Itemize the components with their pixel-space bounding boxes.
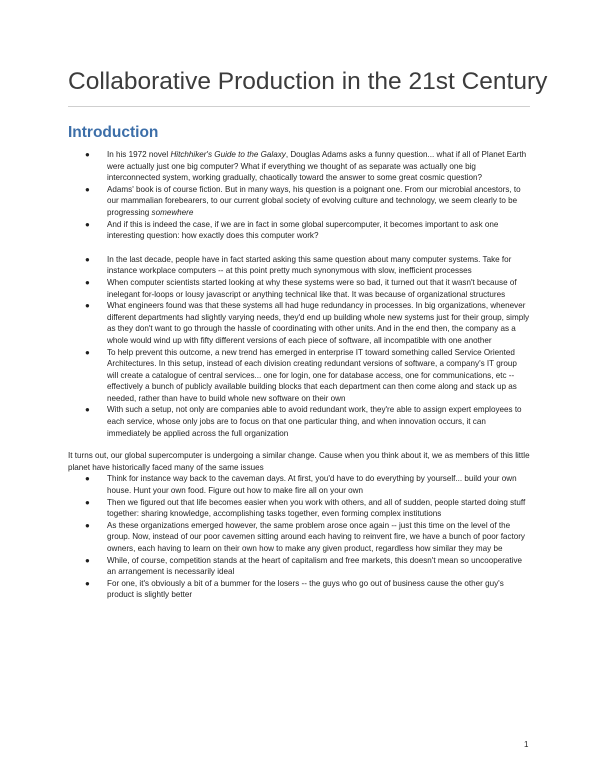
bullet-icon: ● xyxy=(85,555,90,565)
bullet-icon: ● xyxy=(85,520,90,530)
bullet-icon: ● xyxy=(85,184,90,194)
list-item: ● As these organizations emerged however, the same problem arose once again -- just this time on the level of the group. Now, instead of our poor cavemen sitting around each having to reinvent fire, we have a bunch of poor factory owners, each having to learn on their own how to make any given product, regardless how similar they may be xyxy=(85,520,525,553)
bullet-icon: ● xyxy=(85,277,90,287)
list-item: ● For one, it's obviously a bit of a bummer for the losers -- the guys who go out of business cause the other guy's product is slightly better xyxy=(85,578,504,600)
bullet-icon: ● xyxy=(85,150,90,159)
bullet-icon: ● xyxy=(85,405,90,415)
list-item: ● With such a setup, not only are companies able to avoid redundant work, they're able to assign expert employees to each service, whose only jobs are to focus on that one particular thing, and when innovation occurs, it can immediately be applied across the full organization xyxy=(85,405,522,438)
bullet-icon: ● xyxy=(85,474,90,484)
list-item: ● In his 1972 novel Hitchhiker's Guide to the Galaxy, Douglas Adams asks a funny question... what if all of Planet Earth were actually just one big computer? What if everything we thought of as separate was actually one big interconnected system, working gradually, chaotically toward the answer to some great cosmic question? xyxy=(85,150,527,183)
bullet-icon: ● xyxy=(85,578,90,588)
body-paragraph: It turns out, our global supercomputer is undergoing a similar change. Cause when you think about it, we as members of this little planet have historically faced many of the same issues xyxy=(68,451,530,472)
list-item: ● In the last decade, people have in fact started asking this same question about many computer systems. Take for instance workplace computers -- at this point pretty much synonymous with slow, inefficient processes xyxy=(85,254,512,276)
list-item: ● What engineers found was that these systems all had huge redundancy in processes. In big organizations, whenever different departments had slightly varying needs, they'd end up building whole new systems just for their group, simply as they don't want to go through the hassle of coordinating with other units. And in the end then, the company as a whole would wind up with fifty different versions of each piece of software, all incompatible with one another xyxy=(85,301,530,345)
title-divider xyxy=(68,106,530,107)
bullet-icon: ● xyxy=(85,301,90,311)
list-item: ● Then we figured out that life becomes easier when you work with others, and all of sudden, people started doing stuff together: sharing knowledge, accomplishing tasks together, even forming complex institutions xyxy=(85,497,526,519)
page-title: Collaborative Production in the 21st Century xyxy=(68,68,548,95)
list-item: ● Think for instance way back to the caveman days. At first, you'd have to do everything by yourself... build your own house. Hunt your own food. Figure out how to make fire all on your own xyxy=(85,474,517,496)
bullet-icon: ● xyxy=(85,254,90,264)
content-body xyxy=(68,149,530,601)
bullet-icon: ● xyxy=(85,347,90,357)
bullet-list-systems xyxy=(68,254,530,440)
list-item: ● To help prevent this outcome, a new trend has emerged in enterprise IT toward something called Service Oriented Architectures. In this setup, instead of each division creating redundant versions of software, a company's IT group will create a catalogue of central services... one for login, one for database access, one for communications, etc -- effectively a bunch of publicly available building blocks that each department can then come along and stack up as needed, rather than have to build whole new software on their own xyxy=(85,347,517,403)
section-heading: Introduction xyxy=(68,124,159,141)
list-item: ● And if this is indeed the case, if we are in fact in some global supercomputer, it becomes important to ask one interesting question: how exactly does this computer work? xyxy=(85,219,499,241)
page-number: 1 xyxy=(524,740,529,749)
bullet-list-history xyxy=(68,473,530,601)
list-item: ● Adams' book is of course fiction. But in many ways, his question is a poignant one. From our microbial ancestors, to our mammalian forebearers, to our current global society of evolving culture and technology, we seem clearly to be progressing somewhere xyxy=(85,184,521,217)
bullet-icon: ● xyxy=(85,497,90,507)
bullet-icon: ● xyxy=(85,219,90,229)
list-item: ● While, of course, competition stands at the heart of capitalism and free markets, this doesn't mean so uncooperative an arrangement is necessarily ideal xyxy=(85,555,522,577)
list-item: ● When computer scientists started looking at why these systems were so bad, it turned out that it wasn't because of inelegant for-loops or lousy javascript or anything technical like that. It was because of organizational structures xyxy=(85,277,517,299)
bullet-list-intro xyxy=(68,149,530,242)
